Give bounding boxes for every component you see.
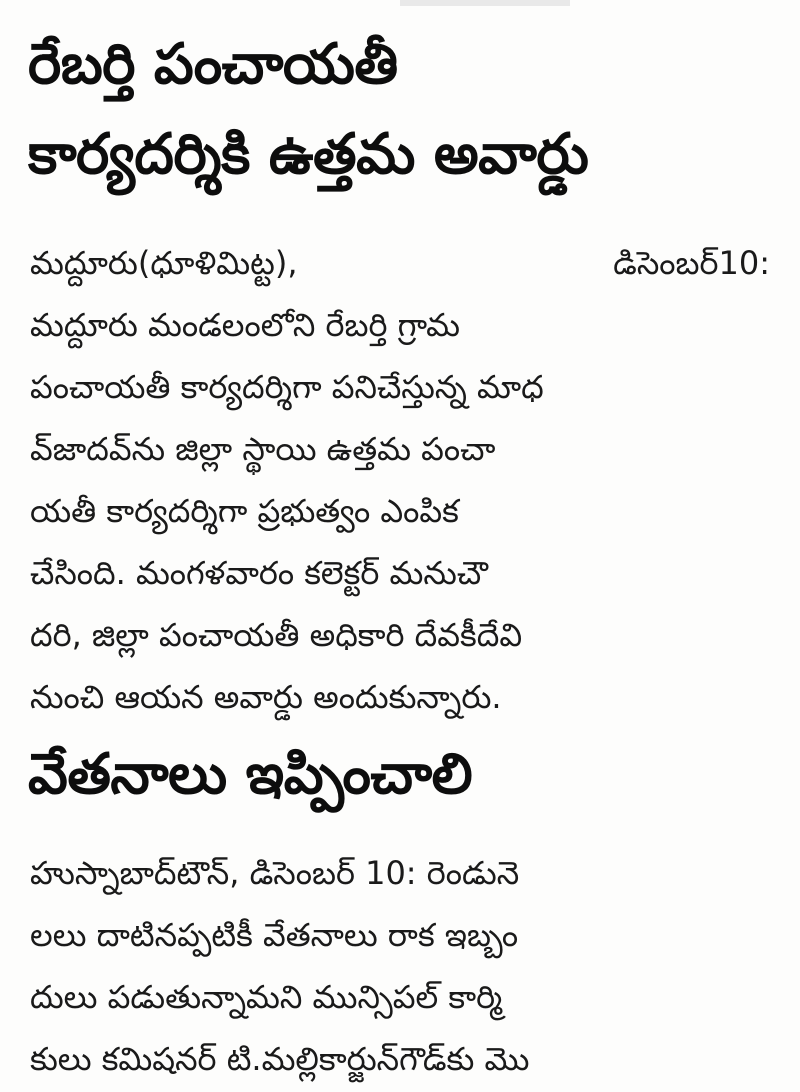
body-line: దరి, జిల్లా పంచాయతీ అధికారి దేవకీదేవి [30,616,523,654]
headline-line-2: కార్యదర్శికి ఉత్తమ అవార్డు [28,122,589,187]
body-line: నుంచి ఆయన అవార్డు అందుకున్నారు. [30,678,502,716]
dateline-place: మద్దూరు(ధూళిమిట్ట), [30,244,298,282]
dateline-date: డిసెంబర్10: [613,244,770,282]
body-line: వ్‌జాదవ్‌ను జిల్లా స్థాయి ఉత్తమ పంచా [30,430,496,468]
body-line: లలు దాటినప్పటికీ వేతనాలు రాక ఇబ్బం [30,916,519,954]
body-line: పంచాయతీ కార్యదర్శిగా పనిచేస్తున్న మాధ [30,368,544,406]
headline-article-2: వేతనాలు ఇప్పించాలి [28,742,473,807]
scan-edge-mark [400,0,570,6]
headline-line-1: రేబర్తి పంచాయతీ [28,32,398,97]
article-2-body [30,842,770,1090]
body-line: కులు కమిషనర్ టి.మల్లికార్జున్‌గౌడ్‌కు మొ [30,1040,530,1078]
body-line: మద్దూరు మండలంలోని రేబర్తి గ్రామ [30,306,460,344]
article-1-body [30,232,770,728]
body-line: యతీ కార్యదర్శిగా ప్రభుత్వం ఎంపిక [30,492,459,530]
dateline-row [30,232,770,294]
body-line: హుస్నాబాద్‌టౌన్, డిసెంబర్ 10: రెండునె [30,854,520,892]
body-line: చేసింది. మంగళవారం కలెక్టర్ మనుచౌ [30,554,488,592]
body-line: దులు పడుతున్నామని మున్సిపల్ కార్మి [30,978,503,1016]
